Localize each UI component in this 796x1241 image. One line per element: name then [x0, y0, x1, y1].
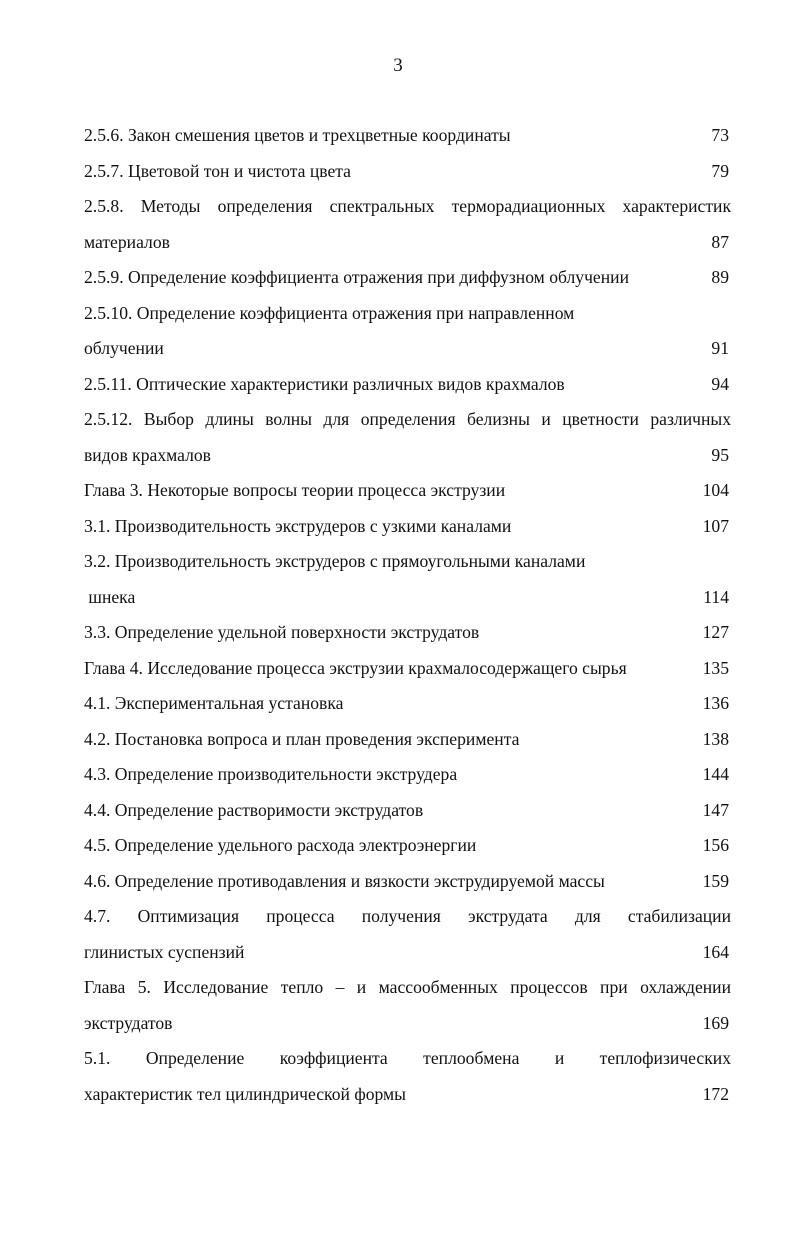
toc-entry-title: 4.5. Определение удельного расхода электроэнергии	[84, 835, 477, 855]
toc-entry-title: Глава 3. Некоторые вопросы теории процесса экструзии	[84, 480, 506, 500]
toc-entry-page: 127	[702, 622, 729, 642]
toc-entry-page: 91	[711, 338, 729, 358]
toc-entry-page: 107	[702, 515, 729, 536]
toc-line	[84, 1041, 731, 1077]
toc-entry-title: 2.5.7. Цветовой тон и чистота цвета	[84, 160, 351, 181]
toc-entry-title: Глава 5. Исследование тепло – и массообменных процессов при охлаждении	[84, 977, 731, 997]
toc-entry-page: 94	[711, 373, 729, 394]
toc-entry-title: 3.3. Определение удельной поверхности экструдатов	[84, 622, 480, 642]
toc-line	[84, 970, 731, 1006]
toc-line	[84, 828, 731, 864]
toc-entry-title: 2.5.10. Определение коэффициента отражения при направленном	[84, 302, 575, 323]
toc-line	[84, 544, 731, 580]
toc-line	[84, 367, 731, 403]
toc-line	[84, 402, 731, 438]
toc-entry-page: 164	[702, 941, 729, 962]
toc-line	[84, 260, 731, 296]
toc-entry-title: материалов	[84, 231, 170, 252]
toc-line	[84, 118, 731, 154]
toc-entry-title: 2.5.12. Выбор длины волны для определения белизны и цветности различных	[84, 409, 731, 429]
toc-entry-page: 136	[702, 693, 729, 713]
toc-line	[84, 438, 731, 474]
toc-entry-page: 87	[711, 231, 729, 252]
toc-entry-title: 2.5.9. Определение коэффициента отражения при диффузном облучении	[84, 267, 629, 287]
toc-entry-title: характеристик тел цилиндрической формы	[84, 1083, 406, 1104]
toc-entry-title: 4.4. Определение растворимости экструдатов	[84, 799, 424, 820]
toc-entry-title: 4.7. Оптимизация процесса получения экструдата для стабилизации	[84, 906, 731, 926]
toc-entry-title: 3.2. Производительность экструдеров с прямоугольными каналами	[84, 551, 586, 571]
toc-entry-title: облучении	[84, 338, 164, 358]
page-number: 3	[393, 55, 403, 76]
toc-line	[84, 793, 731, 829]
toc-line	[84, 331, 731, 367]
toc-entry-page: 89	[711, 267, 729, 287]
toc-entry-title: 3.1. Производительность экструдеров с узкими каналами	[84, 515, 512, 536]
toc-entry-title: 2.5.6. Закон смешения цветов и трехцветные координаты	[84, 125, 511, 145]
toc-line	[84, 1077, 731, 1113]
toc-line	[84, 722, 731, 758]
toc-line	[84, 1006, 731, 1042]
table-of-contents	[84, 118, 731, 1112]
toc-line	[84, 473, 731, 509]
toc-entry-page: 169	[702, 1012, 729, 1033]
toc-entry-page: 159	[702, 870, 729, 891]
toc-entry-title: 4.2. Постановка вопроса и план проведения эксперимента	[84, 728, 520, 749]
toc-entry-page: 138	[702, 728, 729, 749]
toc-line	[84, 686, 731, 722]
toc-entry-page: 104	[702, 480, 729, 500]
toc-line	[84, 154, 731, 190]
toc-entry-page: 144	[702, 764, 729, 784]
toc-line	[84, 189, 731, 225]
toc-entry-title: 5.1. Определение коэффициента теплообмена и теплофизических	[84, 1048, 731, 1068]
toc-entry-page: 147	[702, 799, 729, 820]
toc-entry-title: экструдатов	[84, 1012, 173, 1033]
toc-entry-title: 4.1. Экспериментальная установка	[84, 693, 344, 713]
toc-entry-title: глинистых суспензий	[84, 941, 245, 962]
toc-entry-title: 4.6. Определение противодавления и вязкости экструдируемой массы	[84, 870, 605, 891]
toc-line	[84, 651, 731, 687]
toc-line	[84, 509, 731, 545]
toc-entry-page: 95	[711, 444, 729, 465]
toc-entry-page: 135	[702, 657, 729, 678]
toc-line	[84, 580, 731, 616]
toc-line	[84, 225, 731, 261]
toc-line	[84, 757, 731, 793]
toc-entry-title: 4.3. Определение производительности экструдера	[84, 764, 458, 784]
toc-entry-page: 114	[703, 586, 729, 607]
toc-line	[84, 864, 731, 900]
toc-line	[84, 296, 731, 332]
toc-entry-page: 156	[702, 835, 729, 855]
toc-entry-title: видов крахмалов	[84, 444, 211, 465]
toc-entry-page: 79	[711, 160, 729, 181]
toc-entry-title: Глава 4. Исследование процесса экструзии крахмалосодержащего сырья	[84, 657, 627, 678]
toc-line	[84, 615, 731, 651]
toc-entry-page: 172	[702, 1083, 729, 1104]
toc-line	[84, 935, 731, 971]
toc-entry-title: 2.5.11. Оптические характеристики различных видов крахмалов	[84, 373, 565, 394]
toc-entry-title: шнека	[84, 586, 136, 607]
toc-entry-page: 73	[711, 125, 729, 145]
toc-entry-title: 2.5.8. Методы определения спектральных терморадиационных характеристик	[84, 196, 731, 216]
toc-line	[84, 899, 731, 935]
